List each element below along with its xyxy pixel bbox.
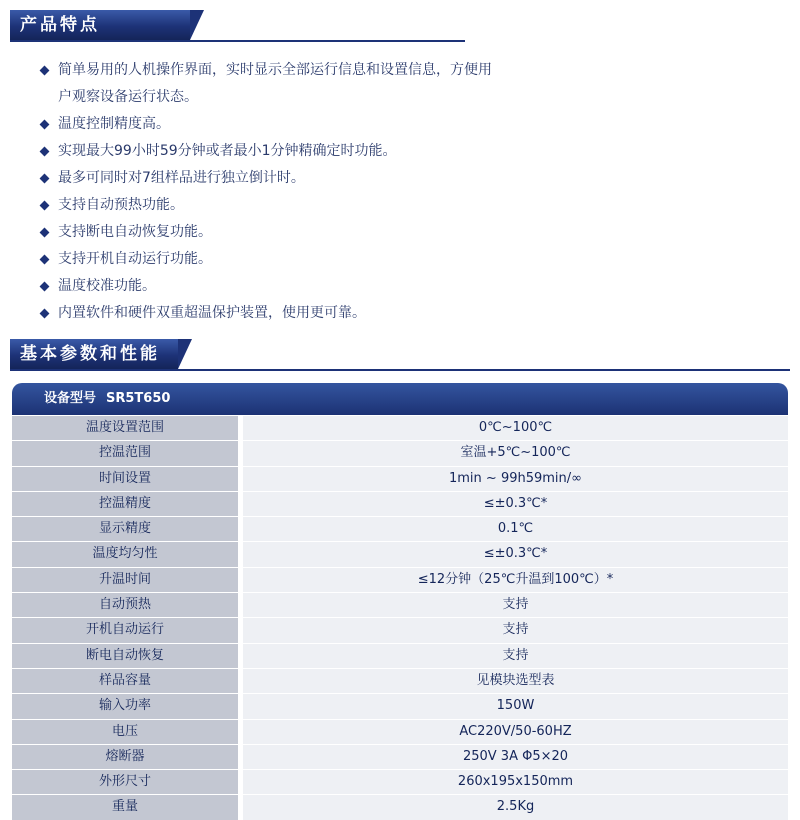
- spec-label: 电压: [12, 720, 243, 744]
- spec-value: 0.1℃: [243, 517, 788, 541]
- table-row: [12, 617, 788, 642]
- spec-label: 显示精度: [12, 517, 243, 541]
- diamond-bullet-icon: [40, 66, 50, 76]
- feature-item: 温度控制精度高。: [38, 111, 498, 138]
- spec-value: 室温+5℃~100℃: [243, 441, 788, 465]
- table-row: [12, 719, 788, 744]
- spec-value: 1min ~ 99h59min/∞: [243, 467, 788, 491]
- spec-value: 支持: [243, 644, 788, 668]
- params-title: 基本参数和性能: [10, 339, 178, 369]
- table-row: [12, 491, 788, 516]
- table-row: [12, 466, 788, 491]
- spec-label: 重量: [12, 795, 243, 819]
- spec-label: 控温精度: [12, 492, 243, 516]
- diamond-bullet-icon: [40, 309, 50, 319]
- spec-label: 外形尺寸: [12, 770, 243, 794]
- spec-value: 2.5Kg: [243, 795, 788, 819]
- spec-table: [12, 383, 788, 820]
- table-row: [12, 668, 788, 693]
- spec-value: 见模块选型表: [243, 669, 788, 693]
- diamond-bullet-icon: [40, 228, 50, 238]
- diamond-bullet-icon: [40, 174, 50, 184]
- spec-value: 支持: [243, 593, 788, 617]
- spec-label: 开机自动运行: [12, 618, 243, 642]
- spec-value: 支持: [243, 618, 788, 642]
- feature-list: [38, 57, 498, 327]
- spec-value: ≤±0.3℃*: [243, 542, 788, 566]
- diamond-bullet-icon: [40, 120, 50, 130]
- params-header-rule: [10, 369, 790, 371]
- feature-item: 温度校准功能。: [38, 273, 498, 300]
- spec-label: 断电自动恢复: [12, 644, 243, 668]
- spec-value: ≤±0.3℃*: [243, 492, 788, 516]
- spec-value: 260x195x150mm: [243, 770, 788, 794]
- feature-item: 支持自动预热功能。: [38, 192, 498, 219]
- feature-item: 最多可同时对7组样品进行独立倒计时。: [38, 165, 498, 192]
- feature-item: 支持断电自动恢复功能。: [38, 219, 498, 246]
- table-row: [12, 567, 788, 592]
- table-row: [12, 440, 788, 465]
- table-row: [12, 516, 788, 541]
- model-value: SR5T650: [106, 391, 171, 406]
- table-row: [12, 794, 788, 819]
- model-row: [12, 383, 788, 415]
- spec-label: 时间设置: [12, 467, 243, 491]
- table-row: [12, 541, 788, 566]
- table-row: [12, 592, 788, 617]
- table-row: [12, 744, 788, 769]
- spec-label: 输入功率: [12, 694, 243, 718]
- table-row: [12, 415, 788, 440]
- diamond-bullet-icon: [40, 255, 50, 265]
- features-title: 产品特点: [10, 10, 190, 40]
- feature-item: 简单易用的人机操作界面，实时显示全部运行信息和设置信息，方便用户观察设备运行状态。: [38, 57, 498, 111]
- spec-label: 自动预热: [12, 593, 243, 617]
- table-row: [12, 693, 788, 718]
- spec-value: 250V 3A Φ5×20: [243, 745, 788, 769]
- diamond-bullet-icon: [40, 282, 50, 292]
- spec-label: 控温范围: [12, 441, 243, 465]
- spec-label: 升温时间: [12, 568, 243, 592]
- diamond-bullet-icon: [40, 147, 50, 157]
- table-row: [12, 769, 788, 794]
- feature-item: 实现最大99小时59分钟或者最小1分钟精确定时功能。: [38, 138, 498, 165]
- spec-label: 样品容量: [12, 669, 243, 693]
- model-label: 设备型号: [44, 391, 97, 406]
- feature-item: 支持开机自动运行功能。: [38, 246, 498, 273]
- spec-value: AC220V/50-60HZ: [243, 720, 788, 744]
- spec-label: 温度均匀性: [12, 542, 243, 566]
- spec-label: 温度设置范围: [12, 416, 243, 440]
- feature-item: 内置软件和硬件双重超温保护装置，使用更可靠。: [38, 300, 498, 327]
- spec-value: 0℃~100℃: [243, 416, 788, 440]
- diamond-bullet-icon: [40, 201, 50, 211]
- table-row: [12, 643, 788, 668]
- spec-label: 熔断器: [12, 745, 243, 769]
- spec-value: 150W: [243, 694, 788, 718]
- features-header-rule: [10, 40, 465, 42]
- spec-value: ≤12分钟（25℃升温到100℃）*: [243, 568, 788, 592]
